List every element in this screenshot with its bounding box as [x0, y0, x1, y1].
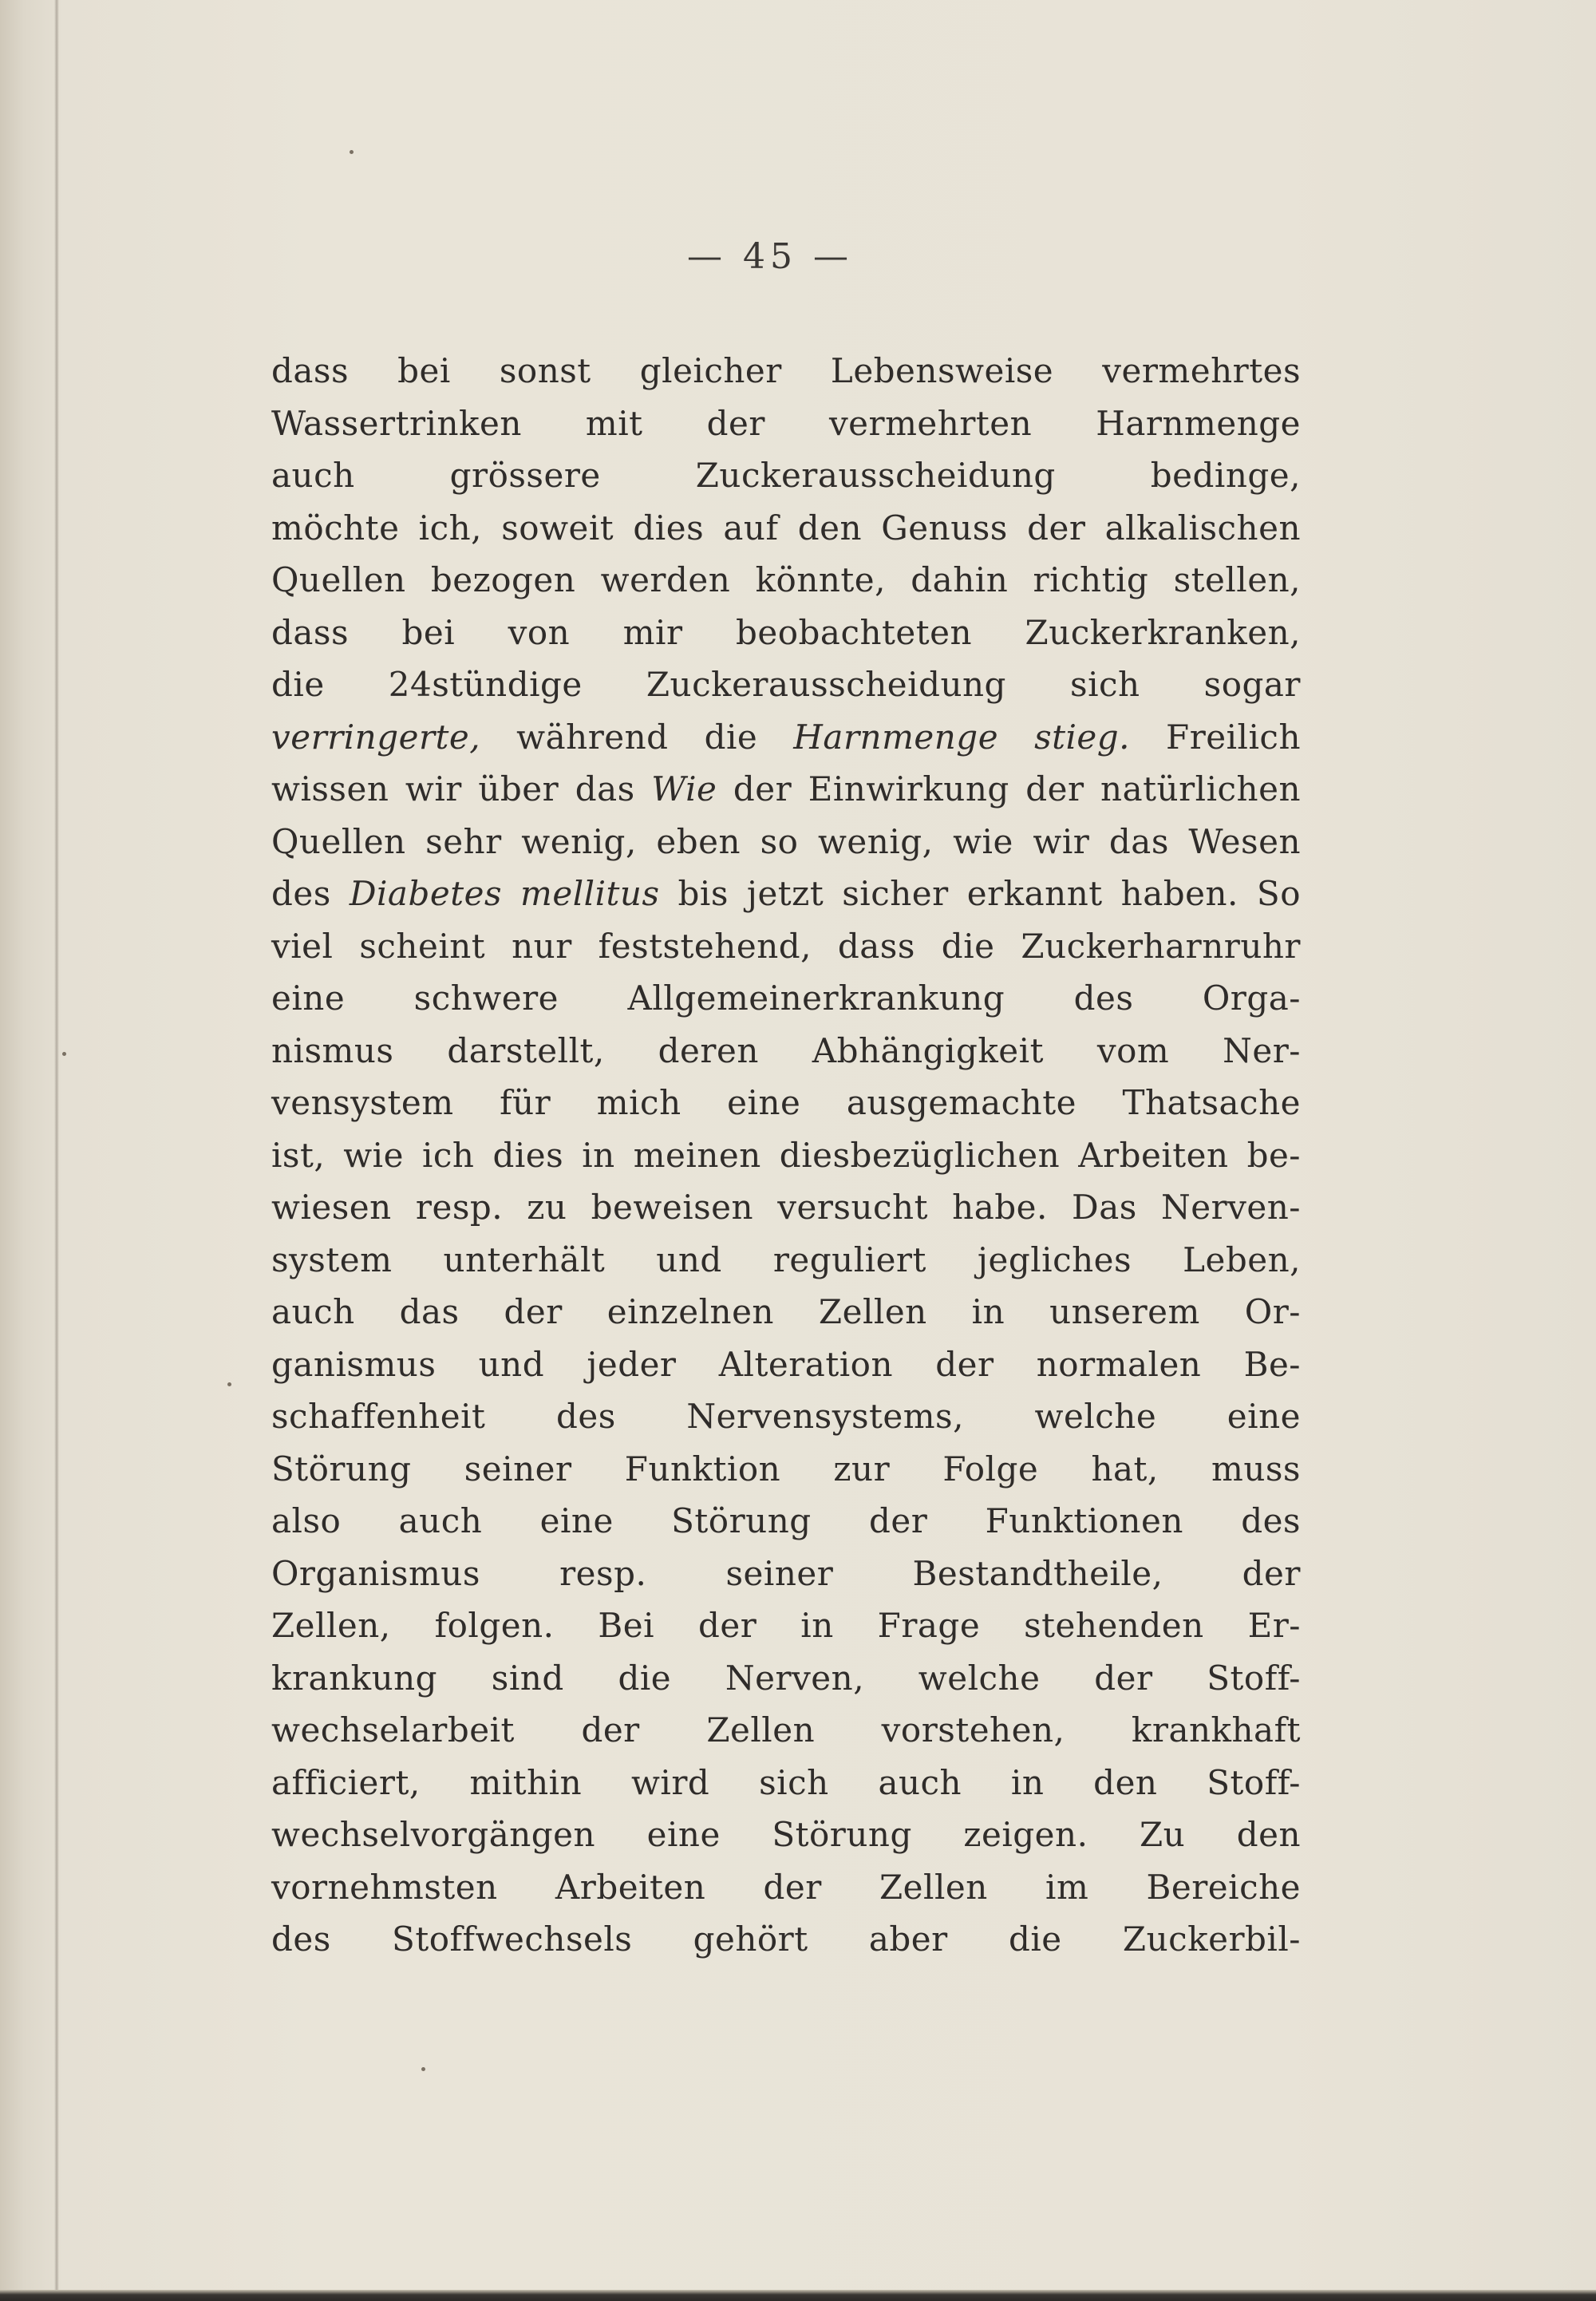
text-line: wiesen resp. zu beweisen versucht habe. Das Nerven- — [271, 1188, 1301, 1227]
page-number: — 45 — — [687, 236, 853, 277]
italic-text: Diabetes mellitus — [349, 874, 660, 913]
paper-speck — [421, 2067, 425, 2071]
text-line: vornehmsten Arbeiten der Zellen im Bereiche — [271, 1867, 1301, 1907]
text-line: möchte ich, soweit dies auf den Genuss der alkalischen — [271, 508, 1301, 548]
page-bottom-edge — [0, 2290, 1596, 2301]
text-line: auch grössere Zuckerausscheidung bedinge, — [271, 456, 1301, 495]
text-line: die 24stündige Zuckerausscheidung sich sogar — [271, 665, 1301, 704]
text-line: eine schwere Allgemeinerkrankung des Orga- — [271, 979, 1301, 1018]
text-line: dass bei von mir beobachteten Zuckerkranken, — [271, 612, 1301, 652]
paper-speck — [350, 150, 354, 154]
paper-speck — [62, 1052, 66, 1056]
text-line: Quellen bezogen werden könnte, dahin richtig stellen, — [271, 560, 1301, 599]
text-line: wissen wir über das Wie der Einwirkung der natürlichen — [271, 769, 1301, 809]
paper-speck — [227, 1382, 231, 1386]
text-line: wechselvorgängen eine Störung zeigen. Zu den — [271, 1815, 1301, 1854]
text-line: also auch eine Störung der Funktionen des — [271, 1501, 1301, 1540]
italic-text: Harnmenge stieg. — [793, 717, 1131, 757]
text-line: vensystem für mich eine ausgemachte Thatsache — [271, 1083, 1301, 1122]
text-line: viel scheint nur feststehend, dass die Zuckerharnruhr — [271, 926, 1301, 966]
text-line: Wassertrinken mit der vermehrten Harnmenge — [271, 403, 1301, 443]
text-line: system unterhält und reguliert jegliches Leben, — [271, 1239, 1301, 1279]
text-line: des Stoffwechsels gehört aber die Zuckerbil- — [271, 1919, 1301, 1959]
text-line: wechselarbeit der Zellen vorstehen, krankhaft — [271, 1710, 1301, 1749]
body-text — [271, 345, 1301, 1966]
italic-text: verringerte, — [271, 717, 481, 757]
page-gutter-shadow — [54, 0, 59, 2301]
text-line: schaffenheit des Nervensystems, welche eine — [271, 1397, 1301, 1436]
text-line: krankung sind die Nerven, welche der Stoff- — [271, 1658, 1301, 1698]
text-line: Störung seiner Funktion zur Folge hat, muss — [271, 1449, 1301, 1489]
italic-text: Wie — [651, 769, 717, 809]
text-line: ist, wie ich dies in meinen diesbezüglichen Arbeiten be- — [271, 1135, 1301, 1175]
text-line: nismus darstellt, deren Abhängigkeit vom Ner- — [271, 1030, 1301, 1070]
text-line: ganismus und jeder Alteration der normalen Be- — [271, 1344, 1301, 1384]
text-line: verringerte, während die Harnmenge stieg. Freilich — [271, 717, 1301, 757]
text-line: des Diabetes mellitus bis jetzt sicher erkannt haben. So — [271, 874, 1301, 913]
text-line: Organismus resp. seiner Bestandtheile, der — [271, 1553, 1301, 1593]
text-line: Quellen sehr wenig, eben so wenig, wie wir das Wesen — [271, 821, 1301, 861]
text-line: dass bei sonst gleicher Lebensweise vermehrtes — [271, 351, 1301, 390]
text-line: auch das der einzelnen Zellen in unserem Or- — [271, 1292, 1301, 1331]
text-line: Zellen, folgen. Bei der in Frage stehenden Er- — [271, 1606, 1301, 1645]
text-line: afficiert, mithin wird sich auch in den Stoff- — [271, 1762, 1301, 1802]
